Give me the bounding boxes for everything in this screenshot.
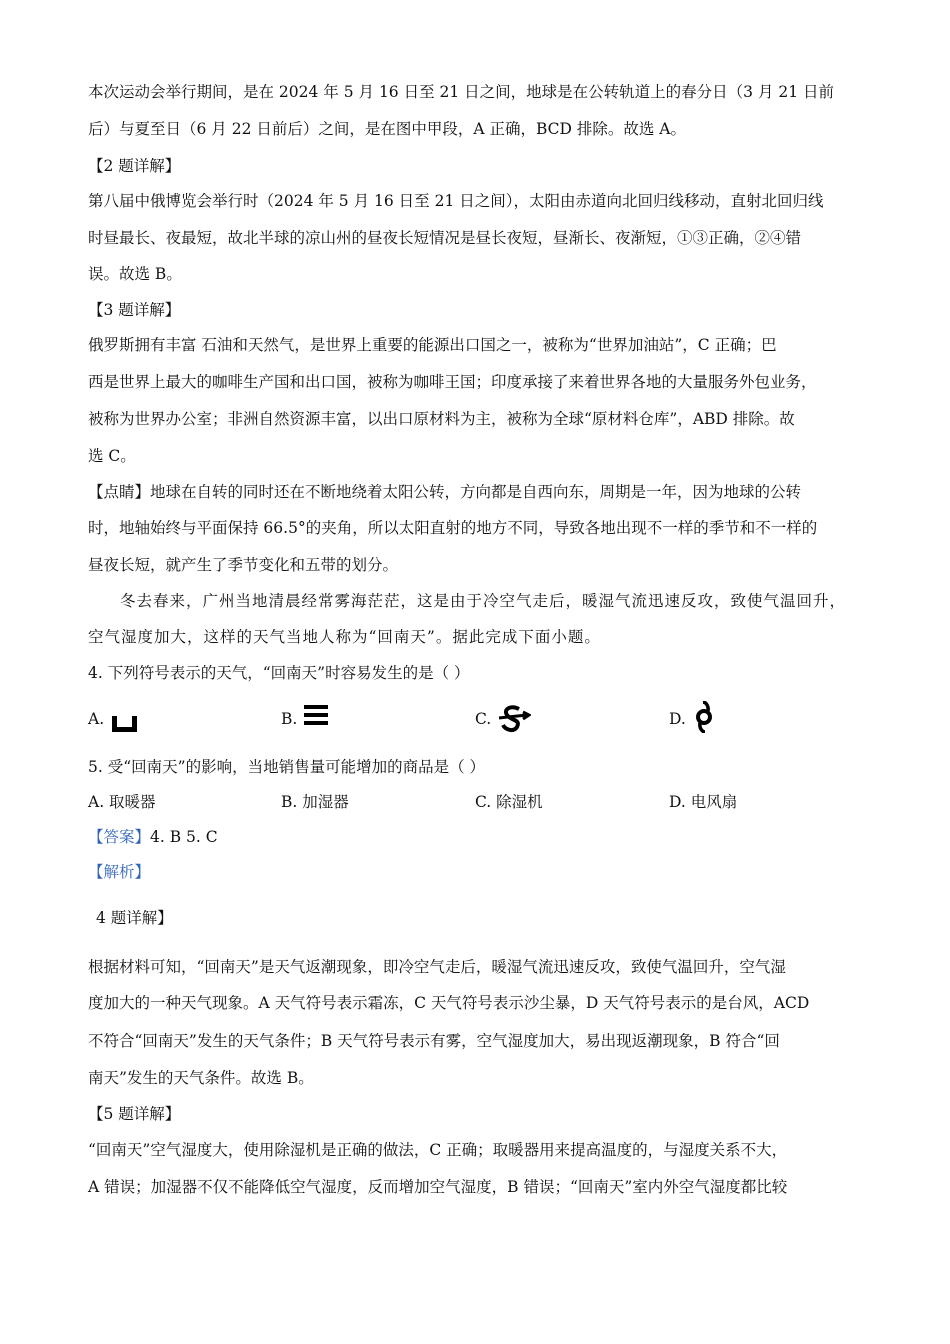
text-line: 选 C。	[88, 447, 136, 465]
text-line: 第八届中俄博览会举行时（2024 年 5 月 16 日至 21 日之间），太阳由赤道向北回归线移动，直射北回归线	[88, 192, 824, 210]
question-4: 4. 下列符号表示的天气，“回南天”时容易发生的是（ ）	[88, 664, 470, 682]
section-heading: 4 题详解】	[96, 909, 173, 927]
analysis-tag: 【解析】	[88, 863, 151, 881]
text-line: 【点睛】地球在自转的同时还在不断地绕着太阳公转，方向都是自西向东，周期是一年，因为地球的公转	[88, 483, 802, 501]
text-line: A 错误；加湿器不仅不能降低空气湿度，反而增加空气湿度，B 错误；“回南天”室内外空气湿度都比较	[88, 1178, 788, 1196]
option-b: B. 加湿器	[281, 793, 349, 811]
typhoon-icon	[693, 701, 715, 733]
material-text: 冬去春来，广州当地清晨经常雾海茫茫，这是由于冷空气走后，暖湿气流迅速反攻，致使气温回升，	[120, 592, 847, 610]
option-d-label: D.	[669, 710, 686, 728]
option-a-label: A.	[88, 710, 105, 728]
option-a: A. 取暖器	[88, 793, 156, 811]
answer-line	[88, 827, 218, 847]
text-line: 时昼最长、夜最短，故北半球的凉山州的昼夜长短情况是昼长夜短，昼渐长、夜渐短，①③正确，②④错	[88, 229, 802, 247]
text-line: 被称为世界办公室；非洲自然资源丰富，以出口原材料为主，被称为全球“原材料仓库”，ABD 排除。故	[88, 410, 795, 428]
answer-text: 4. B 5. C	[150, 828, 218, 846]
text-line: 俄罗斯拥有丰富 石油和天然气，是世界上重要的能源出口国之一，被称为“世界加油站”，C 正确；巴	[88, 336, 777, 354]
section-heading: 【2 题详解】	[88, 157, 181, 175]
frost-icon	[110, 712, 140, 734]
fog-icon	[303, 703, 331, 727]
text-line: 根据材料可知，“回南天”是天气返潮现象，即冷空气走后，暖湿气流迅速反攻，致使气温回升，空气湿	[88, 958, 786, 976]
text-line: “回南天”空气湿度大，使用除湿机是正确的做法，C 正确；取暖器用来提高温度的，与湿度关系不大，	[88, 1141, 788, 1159]
text-line: 时，地轴始终与平面保持 66.5°的夹角，所以太阳直射的地方不同，导致各地出现不一样的季节和不一样的	[88, 519, 818, 537]
text-line: 西是世界上最大的咖啡生产国和出口国，被称为咖啡王国；印度承接了来着世界各地的大量服务外包业务，	[88, 373, 817, 391]
text-line: 度加大的一种天气现象。A 天气符号表示霜冻，C 天气符号表示沙尘暴，D 天气符号表示的是台风，ACD	[88, 994, 810, 1012]
option-c: C. 除湿机	[475, 793, 543, 811]
option-c-label: C.	[475, 710, 492, 728]
text-line: 后）与夏至日（6 月 22 日前后）之间，是在图中甲段，A 正确，BCD 排除。故选 A。	[88, 120, 687, 138]
option-b-label: B.	[281, 710, 298, 728]
section-heading: 【5 题详解】	[88, 1105, 181, 1123]
section-heading: 【3 题详解】	[88, 301, 181, 319]
option-d: D. 电风扇	[669, 793, 738, 811]
text-line: 南天”发生的天气条件。故选 B。	[88, 1069, 314, 1087]
text-line: 昼夜长短，就产生了季节变化和五带的划分。	[88, 556, 399, 574]
sandstorm-icon	[497, 703, 531, 733]
text-line: 误。故选 B。	[88, 265, 182, 283]
answer-tag: 【答案】	[88, 828, 151, 846]
material-text: 空气湿度加大，这样的天气当地人称为“回南天”。据此完成下面小题。	[88, 628, 601, 646]
text-line: 本次运动会举行期间，是在 2024 年 5 月 16 日至 21 日之间，地球是在公转轨道上的春分日（3 月 21 日前	[88, 83, 835, 101]
question-5: 5. 受“回南天”的影响，当地销售量可能增加的商品是（ ）	[88, 758, 485, 776]
text-line: 不符合“回南天”发生的天气条件；B 天气符号表示有雾，空气湿度加大，易出现返潮现象，B 符合“回	[88, 1032, 780, 1050]
